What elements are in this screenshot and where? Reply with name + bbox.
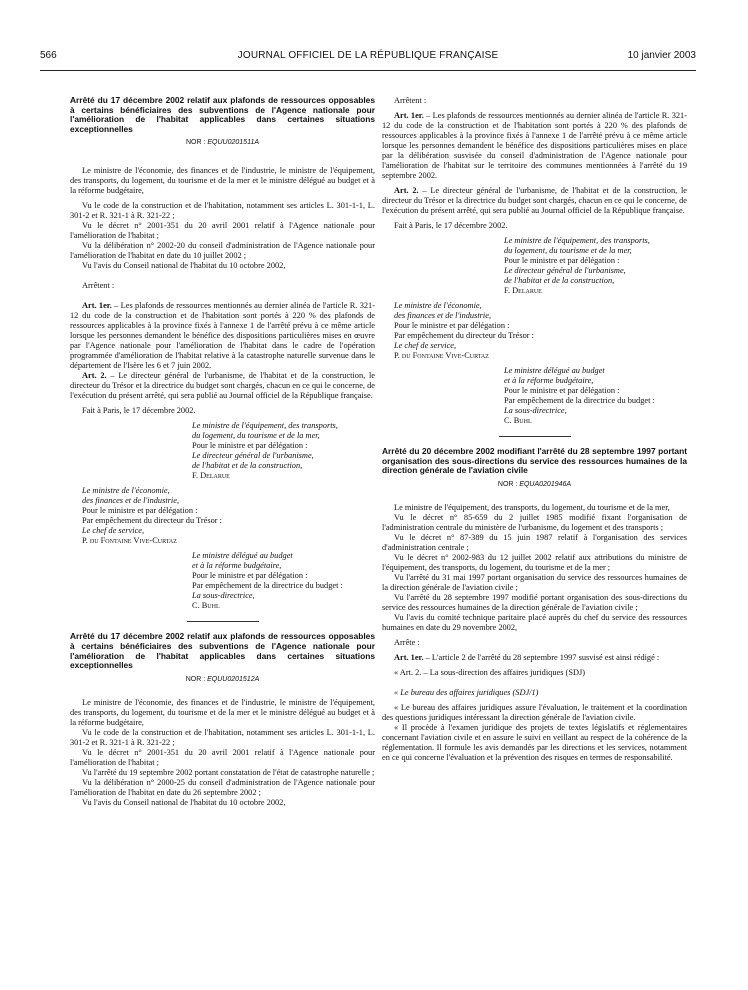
vu-paragraph: Vu la délibération n° 2002-20 du conseil d'administration de l'Agence nationale pour l'amélioration de l'habitat en date du 10 juillet 2002 ; <box>70 241 375 261</box>
article-1: Art. 1er. – Les plafonds de ressources mentionnés au dernier alinéa de l'article R. 321-12 du code de la construction et de l'habitation sont portés à 220 % des plafonds de ressources applicables à la province fixés à l'annexe 1 de l'arrêté prévu à ce même article lorsque les personnes demandent le bénéfice des dispositions particulières mises en place par la délibération susvisée du conseil d'administration de l'Agence nationale pour l'amélioration de l'habitat sur le territoire des communes mentionnées à l'arrêté du 19 septembre 2002. <box>382 111 688 180</box>
page-header <box>40 44 696 66</box>
article-2: Art. 2. – Le directeur général de l'urbanisme, de l'habitat et de la construction, le directeur du Trésor et la directrice du budget sont chargés, chacun en ce qui le concerne, de l'exécution du présent arrêté, qui sera publié au Journal officiel de la République française. <box>382 186 688 215</box>
signature-block-3: Le ministre délégué au budget et à la réforme budgétaire, Pour le ministre et par délégation : Par empêchement de la directrice du budget : La sous-directrice, C. Buhl <box>192 551 343 611</box>
vu-paragraph: Vu la délibération n° 2000-25 du conseil d'administration de l'Agence nationale pour l'amélioration de l'habitat en date du 26 septembre 2002 ; <box>70 777 375 797</box>
issue-date: 10 janvier 2003 <box>627 50 696 61</box>
vu-paragraph: Vu le code de la construction et de l'habitation, notamment ses articles L. 301-1-1, L. 301-2 et R. 321-1 à R. 321-22 ; <box>70 201 375 221</box>
signature-place-date: Fait à Paris, le 17 décembre 2002. <box>82 406 196 416</box>
vu-paragraph: Vu le décret n° 2001-351 du 20 avril 2001 relatif à l'Agence nationale pour l'amélioration de l'habitat ; <box>70 747 375 767</box>
section-separator <box>187 621 259 622</box>
article-1: Art. 1er. – L'article 2 de l'arrêté du 28 septembre 1997 susvisé est ainsi rédigé : <box>394 652 660 662</box>
vu-paragraph: Vu l'avis du Conseil national de l'habitat du 10 octobre 2002, <box>82 797 286 807</box>
vu-paragraph: Vu l'arrêté du 31 mai 1997 portant organisation du service des ressources humaines de la direction générale de l'aviation civile ; <box>382 572 687 592</box>
nor-reference-2: NOR : EQUU0201512A <box>185 675 260 683</box>
vu-paragraph: Vu le décret n° 2001-351 du 20 avril 2001 relatif à l'Agence nationale pour l'amélioration de l'habitat ; <box>70 221 375 241</box>
vu-paragraph: Vu l'arrêté du 19 septembre 2002 portant constatation de l'état de catastrophe naturelle ; <box>82 767 375 777</box>
article-1: Art. 1er. – Les plafonds de ressources mentionnés au dernier alinéa de l'article R. 321-12 du code de la construction et de l'habitation sont portés à 220 % des plafonds de ressources applicables à la province fixés à l'annexe 1 de l'arrêté prévu à ce même article lorsque les personnes demandent le bénéfice des dispositions particulières mises en œuvre par l'Agence nationale pour l'amélioration de l'habitat dans le cadre de l'opération programmée d'amélioration de l'habitat relative à la catastrophe naturelle survenue dans le département de l'Isère les 6 et 7 juin 2002. <box>70 301 376 371</box>
header-rule <box>40 70 696 71</box>
signature-block-1: Le ministre de l'équipement, des transports, du logement, du tourisme et de la mer, Pour le ministre et par délégation : Le directeur général de l'urbanisme, de l'habitat et de la construction, F. Delarue <box>504 236 650 295</box>
arrete-heading: Arrête : <box>394 637 420 647</box>
vu-paragraph: Vu l'avis du comité technique paritaire placé auprès du chef du service des ressources humaines en date du 29 novembre 2002, <box>382 612 687 632</box>
signature-block-1: Le ministre de l'équipement, des transports, du logement, du tourisme et de la mer, Pour le ministre et par délégation : Le directeur général de l'urbanisme, de l'habitat et de la construction, F. Delarue <box>192 421 338 481</box>
signature-block-3: Le ministre délégué au budget et à la réforme budgétaire, Pour le ministre et par délégation : Par empêchement de la directrice du budget : La sous-directrice, C. Buhl <box>504 366 655 425</box>
bureau-heading: « Le bureau des affaires juridiques (SDJ/1) <box>394 687 539 697</box>
signature-block-2: Le ministre de l'économie, des finances et de l'industrie, Pour le ministre et par délégation : Par empêchement du directeur du Trésor : Le chef de service, P. du Fontaine Vive-Curtaz <box>82 486 222 546</box>
section-separator <box>499 436 571 437</box>
signature-place-date: Fait à Paris, le 17 décembre 2002. <box>394 221 508 230</box>
quote-paragraph: « Le bureau des affaires juridiques assure l'évaluation, le traitement et la coordination des questions juridiques intéressant la direction générale de l'aviation civile. <box>382 702 687 722</box>
signature-block-2: Le ministre de l'économie, des finances et de l'industrie, Pour le ministre et par délégation : Par empêchement du directeur du Trésor : Le chef de service, P. du Fontaine Vive-Curtaz <box>394 301 534 360</box>
vu-paragraph: Vu l'arrêté du 28 septembre 1997 modifié portant organisation des sous-directions du service des ressources humaines de la direction générale de l'aviation civile ; <box>382 592 687 612</box>
article-2: Art. 2. – Le directeur général de l'urbanisme, de l'habitat et de la construction, le directeur du Trésor et la directrice du budget sont chargés, chacun en ce qui le concerne, de l'exécution du présent arrêté, qui sera publié au Journal officiel de la République française. <box>70 371 376 401</box>
preamble-paragraph: Le ministre de l'équipement, des transports, du logement, du tourisme et de la mer, <box>394 502 670 512</box>
vu-paragraph: Vu le décret n° 2002-983 du 12 juillet 2002 relatif aux attributions du ministre de l'équipement, des transports, du logement, du tourisme et de la mer ; <box>382 552 687 572</box>
preamble-paragraph: Le ministre de l'économie, des finances et de l'industrie, le ministre de l'équipement, des transports, du logement, du tourisme et de la mer et le ministre délégué au budget et à la réforme budgétaire, <box>70 166 375 196</box>
arrete-heading: Arrêtent : <box>82 281 115 291</box>
article-2-quote: « Art. 2. – La sous-direction des affaires juridiques (SDJ) <box>394 667 586 677</box>
vu-paragraph: Vu le décret n° 85-659 du 2 juillet 1985 modifié fixant l'organisation de l'administration centrale du ministère de l'urbanisme, du logement et des transports ; <box>382 512 687 532</box>
quote-paragraph: « Il procède à l'examen juridique des projets de textes législatifs et réglementaires concernant l'aviation civile et en assure le suivi en veillant au respect de la cohérence de la réglementation. Il formule les avis demandés par les directions et les services, notamment en ce qui concerne l'évaluation et la prévention des risques en termes de responsabilité. <box>382 722 687 762</box>
journal-title: JOURNAL OFFICIEL DE LA RÉPUBLIQUE FRANÇAISE <box>237 50 499 61</box>
preamble-paragraph: Le ministre de l'économie, des finances et de l'industrie, le ministre de l'équipement, des transports, du logement, du tourisme et de la mer et le ministre délégué au budget et à la réforme budgétaire, <box>70 697 375 727</box>
nor-reference-1: NOR : EQUU0201511A <box>185 139 259 147</box>
decree-title-2: Arrêté du 17 décembre 2002 relatif aux plafonds de ressources opposables à certains bénéficiaires des subventions de l'Agence nationale pour l'amélioration de l'habitat applicables dans certaines situations exceptionnelles <box>70 631 375 671</box>
vu-paragraph: Vu le décret n° 87-389 du 15 juin 1987 relatif à l'organisation des services d'administration centrale ; <box>382 532 687 552</box>
vu-paragraph: Vu le code de la construction et de l'habitation, notamment ses articles L. 301-1-1, L. 301-2 et R. 321-1 à R. 321-22 ; <box>70 727 375 747</box>
right-column <box>382 96 687 763</box>
left-column <box>70 96 375 808</box>
arrete-heading: Arrêtent : <box>394 96 427 105</box>
nor-reference-3: NOR : EQUA0201946A <box>497 480 572 488</box>
decree-title-3: Arrêté du 20 décembre 2002 modifiant l'arrêté du 28 septembre 1997 portant organisation des sous-directions du service des ressources humaines de la direction générale de l'aviation civile <box>382 446 687 476</box>
decree-title-1: Arrêté du 17 décembre 2002 relatif aux plafonds de ressources opposables à certains bénéficiaires des subventions de l'Agence nationale pour l'amélioration de l'habitat applicables dans certaines situations exceptionnelles <box>70 95 375 134</box>
vu-paragraph: Vu l'avis du Conseil national de l'habitat du 10 octobre 2002, <box>82 261 286 271</box>
page-number: 566 <box>40 50 57 61</box>
